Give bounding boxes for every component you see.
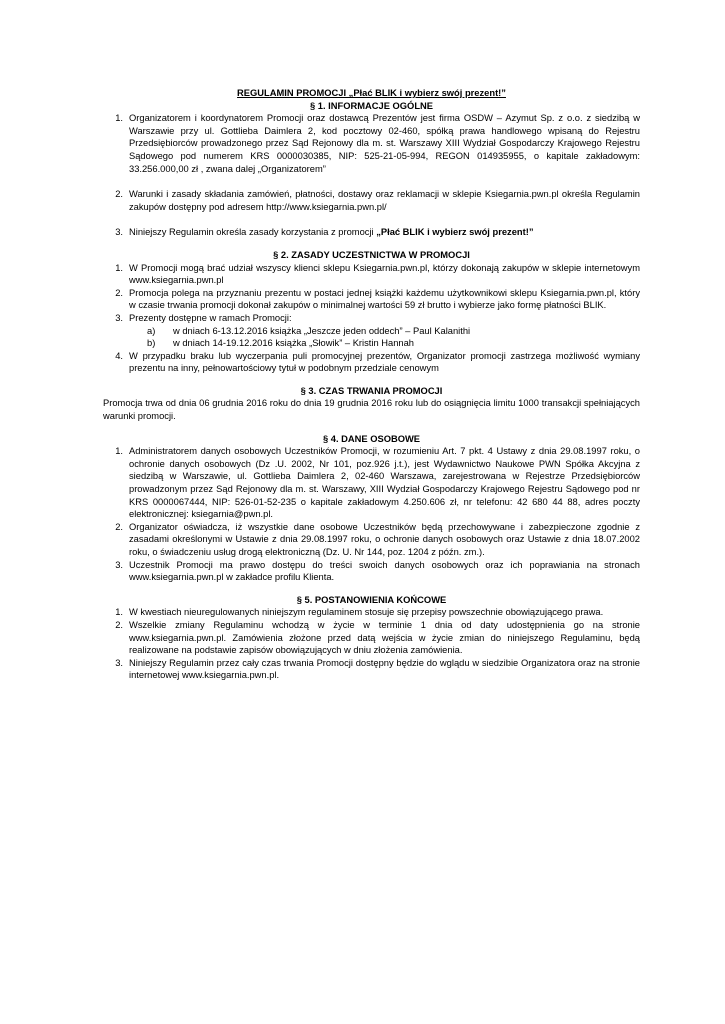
item-number: 3. (115, 657, 123, 668)
section-4-heading: § 4. DANE OSOBOWE (322, 433, 421, 444)
section-1-item-3 (103, 226, 640, 239)
section-1-item-1 (103, 112, 640, 175)
item-number: 3. (115, 559, 123, 570)
item-text: Niniejszy Regulamin określa zasady korzystania z promocji (129, 227, 377, 238)
section-4-item-1 (103, 445, 640, 521)
section-1-item-2 (103, 188, 640, 213)
item-number: 3. (115, 312, 123, 323)
item-text: W przypadku braku lub wyczerpania puli promocyjnej prezentów, Organizator promocji zastrzega możliwość wymiany prezentu na inny, pełnowartościowy tytuł w podobnym przedziale cenowym (129, 350, 640, 374)
subitem-text: w dniach 6-13.12.2016 książka „Jeszcze jeden oddech” – Paul Kalanithi (173, 325, 471, 336)
document-page (103, 87, 640, 682)
promo-name-bold: „Płać BLIK i wybierz swój prezent!” (376, 227, 534, 238)
section-4-item-3 (103, 559, 640, 584)
item-text: Warunki i zasady składania zamówień, płatności, dostawy oraz reklamacji w sklepie Ksiegarnia.pwn.pl określa Regulamin zakupów dostępny pod adresem http://www.ksiegarnia.pwn.pl/ (129, 189, 640, 212)
section-2-item-1 (103, 262, 640, 287)
subitem-letter: b) (147, 338, 156, 349)
item-text: W kwestiach nieuregulowanych niniejszym regulaminem stosuje się przepisy powszechnie obowiązującego prawa. (129, 607, 604, 618)
item-number: 2. (115, 189, 123, 200)
item-text: Niniejszy Regulamin przez cały czas trwania Promocji dostępny będzie do wglądu w siedzibie Organizatora oraz na stronie internetowej www.ksiegarnia.pwn.pl. (129, 657, 640, 681)
section-5-item-3 (103, 657, 640, 682)
item-number: 2. (115, 619, 123, 630)
item-number: 1. (115, 262, 123, 273)
item-number: 2. (115, 287, 123, 298)
section-2-heading: § 2. ZASADY UCZESTNICTWA W PROMOCJI (273, 249, 470, 260)
item-text: W Promocji mogą brać udział wszyscy klienci sklepu Ksiegarnia.pwn.pl, którzy dokonają zakupów w sklepie internetowym www.ksiegarnia.pwn.pl (129, 262, 640, 286)
section-2-subitem-a (103, 325, 640, 338)
subitem-letter: a) (147, 325, 156, 336)
document-title: REGULAMIN PROMOCJI „Płać BLIK i wybierz swój prezent!” (237, 88, 506, 98)
section-2-subitem-b (103, 337, 640, 350)
item-number: 1. (115, 446, 123, 457)
item-number: 1. (115, 113, 123, 124)
section-5-heading: § 5. POSTANOWIENIA KOŃCOWE (296, 594, 447, 605)
section-3-heading: § 3. CZAS TRWANIA PROMOCJI (300, 385, 443, 396)
item-number: 2. (115, 521, 123, 532)
section-5-item-2 (103, 619, 640, 657)
section-2-item-2 (103, 287, 640, 312)
item-number: 4. (115, 350, 123, 361)
item-text: Prezenty dostępne w ramach Promocji: (129, 312, 292, 323)
subitem-text: w dniach 14-19.12.2016 książka „Słowik” – Kristin Hannah (173, 338, 414, 349)
item-text: Uczestnik Promocji ma prawo dostępu do treści swoich danych osobowych oraz ich poprawiania na stronach www.ksiegarnia.pwn.pl w zakładce profilu Klienta. (129, 559, 640, 583)
item-text: Administratorem danych osobowych Uczestników Promocji, w rozumieniu Art. 7 pkt. 4 Ustawy z dnia 29.08.1997 roku, o ochronie danych osobowych (Dz .U. 2002, Nr 101, poz.926 j.t.), jest Wydawnictwo Naukowe PWN Spółka Akcyjna z siedzibą w Warszawie, ul. Gottlieba Daimlera 2, 02-460 Warszawa, zarejestrowana w Rejestrze Przedsiębiorców prowadzonym przez Sąd Rejonowy dla m. st. Warszawy, XIII Wydział Gospodarczy Krajowego Rejestru Sądowego pod nr KRS 0000067444, NIP: 526-01-52-235 o kapitale zakładowym 4.250.606 zł, nr telefonu: 42 680 44 88, adres poczty elektronicznej: ksiegarnia@pwn.pl. (129, 446, 640, 520)
item-text: Organizatorem i koordynatorem Promocji oraz dostawcą Prezentów jest firma OSDW – Azymut Sp. z o.o. z siedzibą w Warszawie przy ul. Gottlieba Daimlera 2, kod pocztowy 02-460, spółką prawa handlowego wpisaną do Rejestru Przedsiębiorców prowadzonego przez Sąd Rejonowy dla m. st. Warszawy XIII Wydział Gospodarczy Krajowego Rejestru Sądowego pod numerem KRS 0000030385, NIP: 525-21-05-994, REGON 014935955, o kapitale zakładowym: 33.256.000,00 zł , zwana dalej „Organizatorem” (129, 113, 640, 174)
item-text: Organizator oświadcza, iż wszystkie dane osobowe Uczestników będą przechowywane i zabezpieczone zgodnie z zasadami określonymi w Ustawie z dnia 29.08.1997 roku, o ochronie danych osobowych oraz Ustawie z dnia 18.07.2002 roku, o świadczeniu usług drogą elektroniczną (Dz. U. Nr 144, poz. 1204 z późn. zm.). (129, 521, 640, 557)
item-text: Wszelkie zmiany Regulaminu wchodzą w życie w terminie 1 dnia od daty udostępnienia go na stronie www.ksiegarnia.pwn.pl. Zamówienia złożone przed datą wejścia w życie zmian do niniejszego Regulaminu, będą realizowane na podstawie zapisów obowiązujących w dniu złożenia zamówienia. (129, 619, 640, 656)
section-2-item-4 (103, 350, 640, 375)
section-3-paragraph: Promocja trwa od dnia 06 grudnia 2016 roku do dnia 19 grudnia 2016 roku lub do osiągnięcia limitu 1000 transakcji spełniających warunki promocji. (103, 398, 640, 422)
item-number: 1. (115, 607, 123, 618)
section-4-item-2 (103, 521, 640, 559)
section-5-item-1 (103, 606, 640, 619)
section-2-item-3 (103, 312, 640, 325)
item-text: Promocja polega na przyznaniu prezentu w postaci jednej książki każdemu użytkownikowi sklepu Ksiegarnia.pwn.pl, który w czasie trwania promocji dokonał zakupów o minimalnej wartości 59 zł brutto i wybierze jako formę płatności BLIK. (129, 287, 640, 311)
item-number: 3. (115, 227, 123, 238)
section-1-heading: § 1. INFORMACJE OGÓLNE (309, 100, 434, 111)
